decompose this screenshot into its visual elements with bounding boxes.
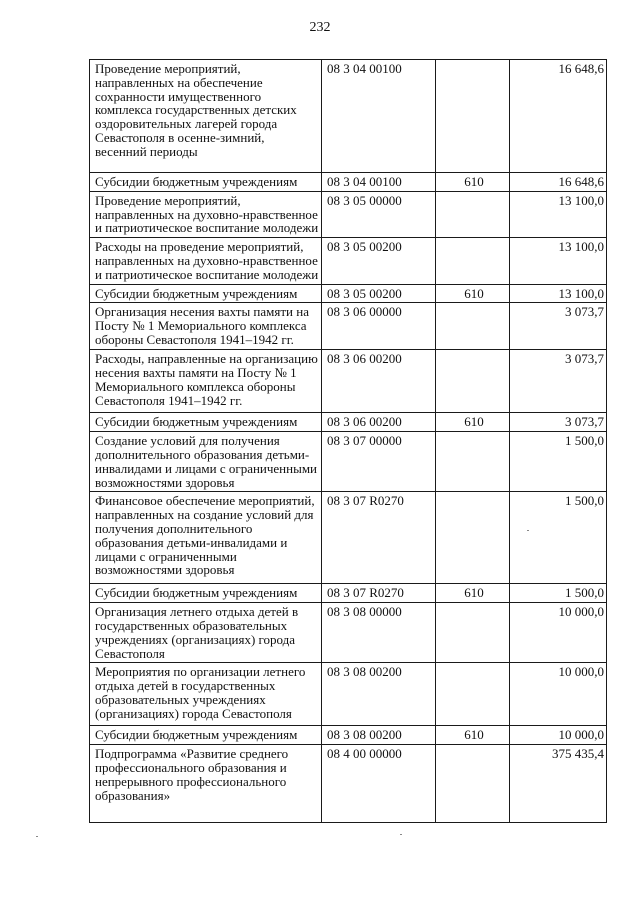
scan-speck	[527, 530, 529, 531]
row-sum: 16 648,6	[510, 173, 607, 192]
row-code: 08 3 04 00100	[322, 173, 436, 192]
row-type: 610	[436, 584, 510, 603]
row-sum: 10 000,0	[510, 663, 607, 726]
table-row	[90, 584, 607, 603]
row-name: Субсидии бюджетным учреждениям	[90, 584, 322, 603]
row-type	[436, 350, 510, 413]
row-code: 08 3 08 00200	[322, 663, 436, 726]
page-number: 232	[309, 20, 331, 35]
row-name: Расходы на проведение мероприятий, направленных на духовно-нравственное и патриотическое воспитание молодежи	[90, 238, 322, 284]
table-row	[90, 745, 607, 823]
table-row	[90, 350, 607, 413]
row-name: Расходы, направленные на организацию несения вахты памяти на Посту № 1 Мемориального комплекса обороны Севастополя 1941–1942 гг.	[90, 350, 322, 413]
table-row	[90, 60, 607, 173]
row-sum: 3 073,7	[510, 303, 607, 350]
row-name: Субсидии бюджетным учреждениям	[90, 726, 322, 745]
row-sum: 16 648,6	[510, 60, 607, 173]
row-type	[436, 603, 510, 663]
row-code: 08 3 05 00200	[322, 284, 436, 303]
row-code: 08 3 08 00000	[322, 603, 436, 663]
row-sum: 1 500,0	[510, 584, 607, 603]
scan-speck	[36, 836, 38, 837]
row-type	[436, 60, 510, 173]
table-row	[90, 663, 607, 726]
row-name: Организация несения вахты памяти на Посту № 1 Мемориального комплекса обороны Севастополя 1941–1942 гг.	[90, 303, 322, 350]
row-type	[436, 432, 510, 492]
row-name: Финансовое обеспечение мероприятий, направленных на создание условий для получения дополнительного образования детьми-инвалидами и лицами с ограниченными возможностями здоровья	[90, 492, 322, 584]
row-code: 08 3 05 00000	[322, 191, 436, 237]
row-type: 610	[436, 173, 510, 192]
row-name: Мероприятия по организации летнего отдыха детей в государственных образовательных учреждениях (организациях) города Севастополя	[90, 663, 322, 726]
row-code: 08 3 07 00000	[322, 432, 436, 492]
row-sum: 3 073,7	[510, 350, 607, 413]
row-name: Организация летнего отдыха детей в государственных образовательных учреждениях (организациях) города Севастополя	[90, 603, 322, 663]
row-type	[436, 191, 510, 237]
row-code: 08 3 04 00100	[322, 60, 436, 173]
row-sum: 13 100,0	[510, 284, 607, 303]
row-type	[436, 303, 510, 350]
table-row	[90, 432, 607, 492]
table-row	[90, 726, 607, 745]
row-name: Проведение мероприятий, направленных на духовно-нравственное и патриотическое воспитание молодежи	[90, 191, 322, 237]
row-code: 08 3 08 00200	[322, 726, 436, 745]
budget-table	[89, 59, 607, 823]
row-name: Подпрограмма «Развитие среднего профессионального образования и непрерывного профессионального образования»	[90, 745, 322, 823]
row-code: 08 3 05 00200	[322, 238, 436, 284]
table-row	[90, 284, 607, 303]
row-sum: 375 435,4	[510, 745, 607, 823]
row-sum: 13 100,0	[510, 191, 607, 237]
row-name: Субсидии бюджетным учреждениям	[90, 284, 322, 303]
row-code: 08 4 00 00000	[322, 745, 436, 823]
row-name: Субсидии бюджетным учреждениям	[90, 173, 322, 192]
row-code: 08 3 06 00000	[322, 303, 436, 350]
row-code: 08 3 06 00200	[322, 413, 436, 432]
row-type	[436, 745, 510, 823]
row-type	[436, 492, 510, 584]
table-row	[90, 238, 607, 284]
table-row	[90, 492, 607, 584]
row-sum: 10 000,0	[510, 726, 607, 745]
row-name: Проведение мероприятий, направленных на обеспечение сохранности имущественного комплекса государственных детских оздоровительных лагерей города Севастополя в осенне-зимний, весенний периоды	[90, 60, 322, 173]
row-code: 08 3 06 00200	[322, 350, 436, 413]
table-row	[90, 303, 607, 350]
table-row	[90, 173, 607, 192]
row-code: 08 3 07 R0270	[322, 584, 436, 603]
row-sum: 3 073,7	[510, 413, 607, 432]
row-sum: 1 500,0	[510, 432, 607, 492]
row-name: Субсидии бюджетным учреждениям	[90, 413, 322, 432]
row-sum: 13 100,0	[510, 238, 607, 284]
row-sum: 10 000,0	[510, 603, 607, 663]
row-sum: 1 500,0	[510, 492, 607, 584]
table-row	[90, 603, 607, 663]
row-code: 08 3 07 R0270	[322, 492, 436, 584]
row-type	[436, 238, 510, 284]
table-row	[90, 191, 607, 237]
row-type: 610	[436, 726, 510, 745]
row-type: 610	[436, 413, 510, 432]
row-type: 610	[436, 284, 510, 303]
row-name: Создание условий для получения дополнительного образования детьми-инвалидами и лицами с ограниченными возможностями здоровья	[90, 432, 322, 492]
scan-speck	[400, 834, 402, 835]
table-row	[90, 413, 607, 432]
budget-table-body	[90, 60, 607, 823]
row-type	[436, 663, 510, 726]
